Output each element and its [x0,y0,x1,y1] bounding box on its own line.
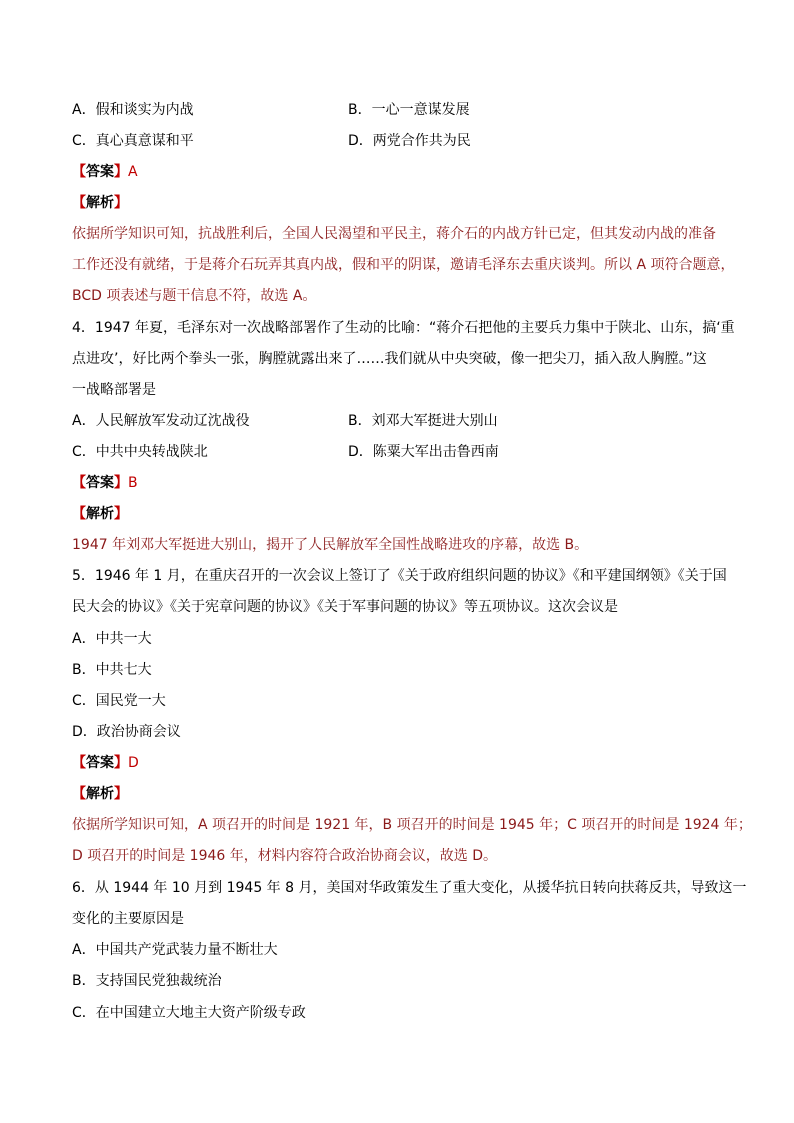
q4-stem-line: 点进攻’，好比两个拳头一张，胸膛就露出来了……我们就从中央突破，像一把尖刀，插入敌人胸膛。”这 [72,351,707,367]
q3-option-a: A．假和谈实为内战 [72,102,194,118]
q4-option-a: A．人民解放军发动辽沈战役 [72,413,250,429]
q3-option-c: C．真心真意谋和平 [72,133,194,149]
q4-option-d: D．陈粟大军出击鲁西南 [348,444,499,460]
q4-explanation-title: 【解析】 [72,506,128,522]
q4-explanation-line: 1947 年刘邓大军挺进大别山，揭开了人民解放军全国性战略进攻的序幕，故选 B。 [72,537,589,553]
q5-stem-line: 民大会的协议》《关于宪章问题的协议》《关于军事问题的协议》等五项协议。这次会议是 [72,599,618,615]
q4-answer: 【答案】B [72,475,138,491]
q5-option-d: D．政治协商会议 [72,724,181,740]
q3-option-d: D．两党合作共为民 [348,133,471,149]
q6-option-c: C．在中国建立大地主大资产阶级专政 [72,1005,306,1021]
q5-stem-line: 5．1946 年 1 月，在重庆召开的一次会议上签订了《关于政府组织问题的协议》《和平建国纲领》《关于国 [72,568,727,584]
q3-explanation-line: BCD 项表述与题干信息不符，故选 A。 [72,288,317,304]
q4-option-b: B．刘邓大军挺进大别山 [348,413,498,429]
q5-explanation-line: 依据所学知识可知，A 项召开的时间是 1921 年，B 项召开的时间是 1945 年；C 项召开的时间是 1924 年； [72,817,752,833]
q4-stem-line: 4．1947 年夏，毛泽东对一次战略部署作了生动的比喻：“蒋介石把他的主要兵力集中于陕北、山东，搞‘重 [72,320,735,336]
q5-explanation-title: 【解析】 [72,786,128,802]
q4-stem-line: 一战略部署是 [72,382,156,398]
q3-explanation-line: 依据所学知识可知，抗战胜利后，全国人民渴望和平民主，蒋介石的内战方针已定，但其发动内战的准备 [72,226,716,242]
q4-option-c: C．中共中央转战陕北 [72,444,208,460]
q6-stem-line: 6．从 1944 年 10 月到 1945 年 8 月，美国对华政策发生了重大变化，从援华抗日转向扶蒋反共，导致这一 [72,880,747,896]
q5-explanation-line: D 项召开的时间是 1946 年，材料内容符合政治协商会议，故选 D。 [72,848,497,864]
q5-answer: 【答案】D [72,755,139,771]
q3-explanation-line: 工作还没有就绪，于是蒋介石玩弄其真内战，假和平的阴谋，邀请毛泽东去重庆谈判。所以 A 项符合题意， [72,257,735,273]
q5-option-c: C．国民党一大 [72,693,166,709]
q6-option-a: A．中国共产党武装力量不断壮大 [72,942,278,958]
q6-stem-line: 变化的主要原因是 [72,911,184,927]
q5-option-b: B．中共七大 [72,662,152,678]
q3-explanation-title: 【解析】 [72,195,128,211]
q3-option-b: B．一心一意谋发展 [348,102,470,118]
q6-option-b: B．支持国民党独裁统治 [72,973,222,989]
q3-answer: 【答案】A [72,164,138,180]
q5-option-a: A．中共一大 [72,631,152,647]
